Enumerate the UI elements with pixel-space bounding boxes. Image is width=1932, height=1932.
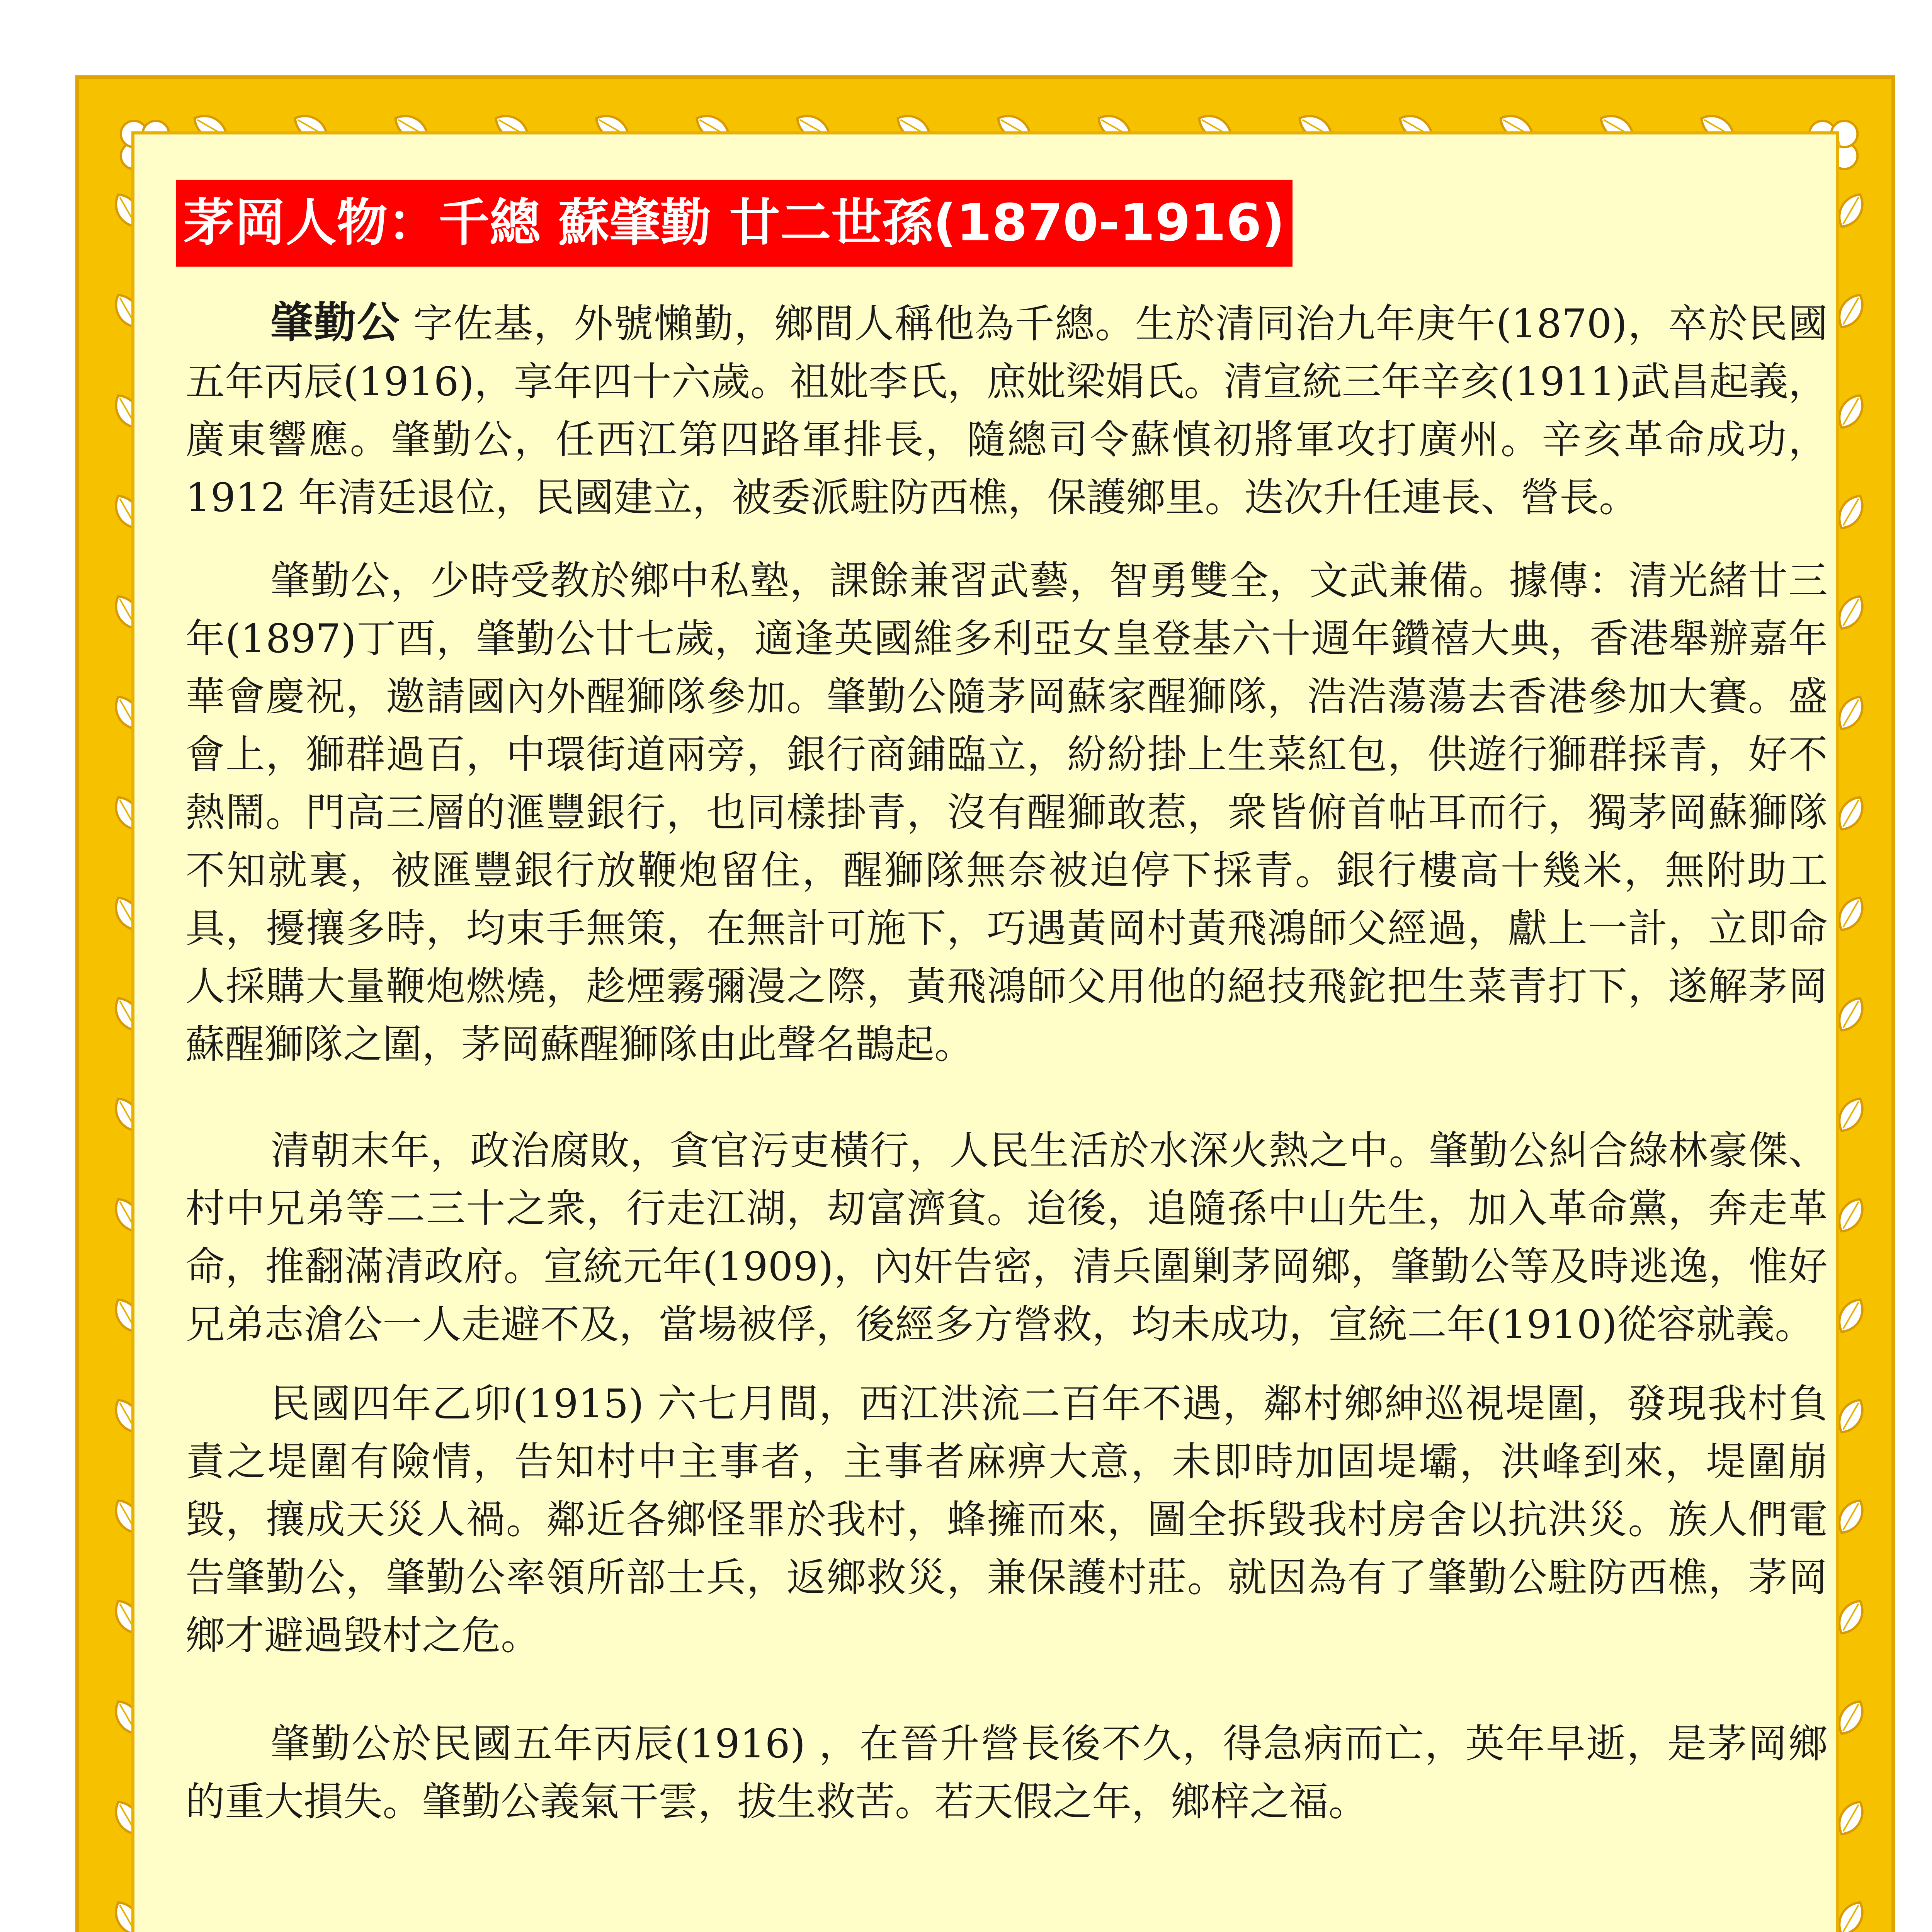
paragraph-1 xyxy=(185,294,1828,527)
page-title: 茅岡人物：千總 蘇肇勤 廿二世孫(1870-1916) xyxy=(176,180,1293,267)
lead-name: 肇勤公 xyxy=(270,298,400,347)
paragraph-4: 民國四年乙卯(1915) 六七月間，西江洪流二百年不遇，鄰村鄉紳巡視堤圍，發現我村負責之堤圍有險情，告知村中主事者，主事者麻痹大意，未即時加固堤壩，洪峰到來，堤圍崩毀，攘成天災人禍。鄰近各鄉怪罪於我村，蜂擁而來，圖全拆毀我村房舍以抗洪災。族人們電告肇勤公，肇勤公率領所部士兵，返鄉救災，兼保護村莊。就因為有了肇勤公駐防西樵，茅岡鄉才避過毀村之危。 xyxy=(185,1381,1828,1659)
paragraph-1-text: 字佐基，外號懶勤，鄉間人稱他為千總。生於清同治九年庚午(1870)，卒於民國五年丙辰(1916)，享年四十六歲。祖妣李氏，庶妣梁娟氏。清宣統三年辛亥(1911)武昌起義，廣東響應。肇勤公，任西江第四路軍排長，隨總司令蘇慎初將軍攻打廣州。辛亥革命成功，1912 年清廷退位，民國建立，被委派駐防西樵，保護鄉里。迭次升任連長、營長。 xyxy=(185,301,1828,521)
paragraph-3: 清朝末年，政治腐敗，貪官污吏橫行，人民生活於水深火熱之中。肇勤公糾合綠林豪傑、村中兄弟等二三十之衆，行走江湖，刧富濟貧。迨後，追隨孫中山先生，加入革命黨，奔走革命，推翻滿清政府。宣統元年(1909)，內奸告密，清兵圍剿茅岡鄉，肇勤公等及時逃逸，惟好兄弟志滄公一人走避不及，當場被俘，後經多方營救，均未成功，宣統二年(1910)從容就義。 xyxy=(185,1128,1828,1348)
paragraph-5: 肇勤公於民國五年丙辰(1916) ，在晉升營長後不久，得急病而亡，英年早逝，是茅岡鄉的重大損失。肇勤公義氣干雲，拔生救苦。若天假之年，鄉梓之福。 xyxy=(185,1721,1828,1825)
paragraph-2: 肇勤公，少時受教於鄉中私塾，課餘兼習武藝，智勇雙全，文武兼備。據傳：清光緒廿三年(1897)丁酉，肇勤公廿七歲，適逢英國維多利亞女皇登基六十週年鑽禧大典，香港舉辦嘉年華會慶祝，邀請國內外醒獅隊參加。肇勤公隨茅岡蘇家醒獅隊，浩浩蕩蕩去香港參加大賽。盛會上，獅群過百，中環街道兩旁，銀行商鋪臨立，紛紛掛上生菜紅包，供遊行獅群採青，好不熱鬧。門高三層的滙豐銀行，也同樣掛青，沒有醒獅敢惹，衆皆俯首帖耳而行，獨茅岡蘇獅隊不知就裏，被匯豐銀行放鞭炮留住，醒獅隊無奈被迫停下採青。銀行樓高十幾米，無附助工具，擾攘多時，均束手無策，在無計可施下，巧遇黃岡村黃飛鴻師父經過，獻上一計，立即命人採購大量鞭炮燃燒，趁煙霧彌漫之際，黃飛鴻師父用他的絕技飛鉈把生菜青打下，遂解茅岡蘇醒獅隊之圍，茅岡蘇醒獅隊由此聲名鵲起。 xyxy=(185,558,1828,1068)
article-body xyxy=(185,294,1828,1831)
